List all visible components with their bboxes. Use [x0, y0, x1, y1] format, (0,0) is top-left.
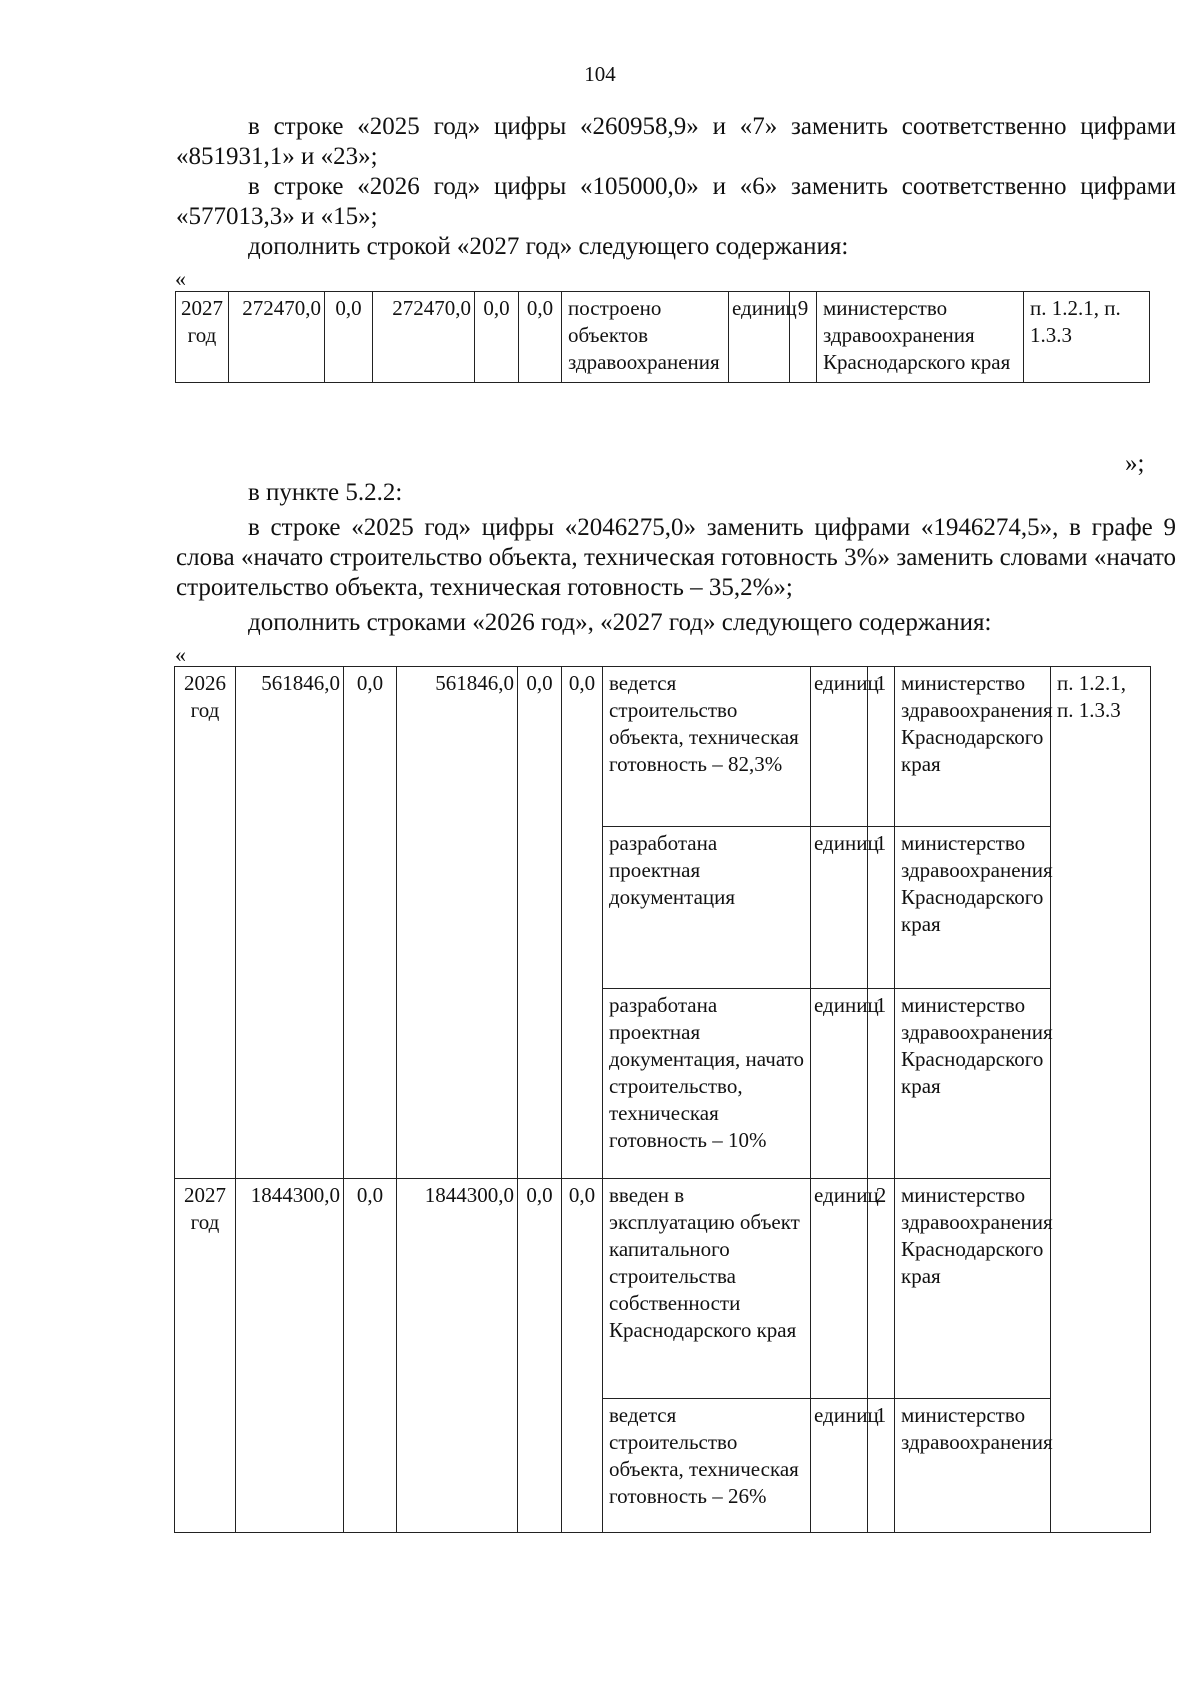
paragraph-1 — [176, 112, 1176, 172]
federal-cell-2027: 0,0 — [344, 1179, 397, 1533]
paragraph-6 — [176, 608, 1176, 638]
paragraph-5 — [176, 513, 1176, 603]
table-1-close-quote: »; — [1125, 450, 1145, 477]
paragraph-6-text: дополнить строками «2026 год», «2027 год» следующего содержания: — [248, 609, 992, 636]
total-cell-2027: 1844300,0 — [236, 1179, 344, 1533]
table-row — [175, 1179, 1151, 1399]
table-2 — [174, 666, 1151, 1533]
unit-cell: единиц — [811, 827, 868, 989]
reference-cell: п. 1.2.1, п. 1.3.3 — [1024, 292, 1150, 383]
indicator-cell: разработана проектная документация, начато строительство, техническая готовность – 10% — [603, 989, 811, 1179]
table-1-open-quote: « — [175, 266, 186, 291]
total-cell: 272470,0 — [229, 292, 325, 383]
local-cell-2026: 0,0 — [518, 667, 562, 1179]
year-cell-2026: 2026 год — [175, 667, 236, 1179]
indicator-cell: ведется строительство объекта, техническая готовность – 26% — [603, 1399, 811, 1533]
paragraph-3 — [176, 232, 1176, 262]
other-cell-2026: 0,0 — [562, 667, 603, 1179]
paragraph-5-text: в строке «2025 год» цифры «2046275,0» заменить цифрами «1946274,5», в графе 9 слова «начато строительство объекта, техническая готовность 3%» заменить словами «начато строительство объекта, техническая готовность – 35,2%»; — [176, 514, 1176, 601]
executor-cell: министерство здравоохранения Краснодарского края — [895, 667, 1051, 827]
paragraph-1-text: в строке «2025 год» цифры «260958,9» и «7» заменить соответственно цифрами «851931,1» и «23»; — [176, 113, 1176, 170]
value-cell: 1 — [868, 989, 895, 1179]
paragraph-2-text: в строке «2026 год» цифры «105000,0» и «6» заменить соответственно цифрами «577013,3» и «15»; — [176, 173, 1176, 230]
page-number: 104 — [584, 62, 616, 86]
executor-cell: министерство здравоохранения Краснодарского края — [817, 292, 1024, 383]
indicator-cell: разработана проектная документация — [603, 827, 811, 989]
federal-cell-2026: 0,0 — [344, 667, 397, 1179]
table-row — [175, 667, 1151, 827]
executor-cell: министерство здравоохранения — [895, 1399, 1051, 1533]
executor-cell: министерство здравоохранения Краснодарского края — [895, 989, 1051, 1179]
year-cell-2027: 2027 год — [175, 1179, 236, 1533]
table-2-open-quote: « — [175, 642, 186, 667]
year-cell: 2027 год — [176, 292, 229, 383]
reference-cell: п. 1.2.1, п. 1.3.3 — [1051, 667, 1151, 1533]
value-cell: 2 — [868, 1179, 895, 1399]
regional-cell: 272470,0 — [373, 292, 475, 383]
regional-cell-2027: 1844300,0 — [397, 1179, 518, 1533]
value-cell: 9 — [790, 292, 817, 383]
unit-cell: единиц — [811, 1179, 868, 1399]
regional-cell-2026: 561846,0 — [397, 667, 518, 1179]
paragraph-2 — [176, 172, 1176, 232]
executor-cell: министерство здравоохранения Краснодарского края — [895, 1179, 1051, 1399]
unit-cell: единиц — [811, 1399, 868, 1533]
indicator-cell: введен в эксплуатацию объект капитального строительства собственности Краснодарского края — [603, 1179, 811, 1399]
federal-cell: 0,0 — [325, 292, 373, 383]
paragraph-4 — [176, 478, 1176, 508]
local-cell: 0,0 — [475, 292, 519, 383]
total-cell-2026: 561846,0 — [236, 667, 344, 1179]
unit-cell: единиц — [729, 292, 790, 383]
value-cell: 1 — [868, 1399, 895, 1533]
table-1 — [175, 291, 1150, 383]
unit-cell: единиц — [811, 667, 868, 827]
executor-cell: министерство здравоохранения Краснодарского края — [895, 827, 1051, 989]
paragraph-3-text: дополнить строкой «2027 год» следующего содержания: — [248, 233, 849, 260]
unit-cell: единиц — [811, 989, 868, 1179]
indicator-cell: ведется строительство объекта, техническая готовность – 82,3% — [603, 667, 811, 827]
value-cell: 1 — [868, 667, 895, 827]
indicator-cell: построено объектов здравоохранения — [562, 292, 729, 383]
value-cell: 1 — [868, 827, 895, 989]
other-cell: 0,0 — [519, 292, 562, 383]
paragraph-4-text: в пункте 5.2.2: — [248, 479, 403, 506]
other-cell-2027: 0,0 — [562, 1179, 603, 1533]
table-row — [176, 292, 1150, 383]
local-cell-2027: 0,0 — [518, 1179, 562, 1533]
